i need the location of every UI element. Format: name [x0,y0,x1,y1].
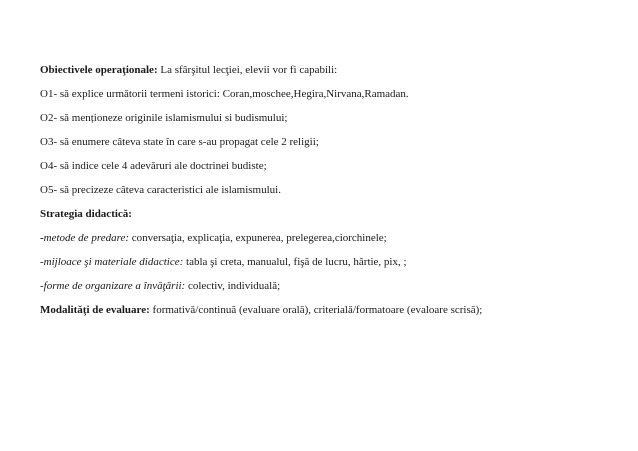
means-line [40,255,620,269]
objective-o4: O4- să indice cele 4 adevăruri ale doctrinei budiste; [40,160,267,172]
methods-line [40,231,620,245]
methods-label: metode de predare: [43,232,129,244]
forms-line [40,279,620,293]
methods-dash: - [40,232,44,244]
lesson-plan-content [40,63,620,327]
objective-o1: O1- să explice următorii termeni istorici: Coran,moschee,Hegira,Nirvana,Ramadan. [40,88,409,100]
strategy-heading: Strategia didactică: [40,208,132,220]
forms-label: -forme de organizare a învăţării: [40,280,186,292]
evaluation-line [40,303,620,317]
objective-o3: O3- să enumere câteva state în care s-au propagat cele 2 religii; [40,136,319,148]
evaluation-heading: Modalităţi de evaluare: [40,304,150,316]
objectives-heading: Obiectivele operaţionale: [40,64,158,76]
objectives-line [40,63,620,77]
forms-text: colectiv, individuală; [185,280,281,292]
objectives-intro: La sfârşitul lecţiei, elevii vor fi capabili: [157,64,338,76]
means-label: -mijloace şi materiale didactice: [40,256,184,268]
evaluation-text: formativă/continuă (evaluare orală), criterială/formatoare (evaloare scrisă); [149,304,483,316]
means-text: tabla şi creta, manualul, fişă de lucru, hârtie, pix, ; [183,256,407,268]
methods-text: conversaţia, explicaţia, expunerea, prelegerea,ciorchinele; [129,232,387,244]
objective-o5: O5- să precizeze câteva caracteristici ale islamismului. [40,184,281,196]
objective-o2: O2- să menționeze originile islamismului si budismului; [40,112,288,124]
